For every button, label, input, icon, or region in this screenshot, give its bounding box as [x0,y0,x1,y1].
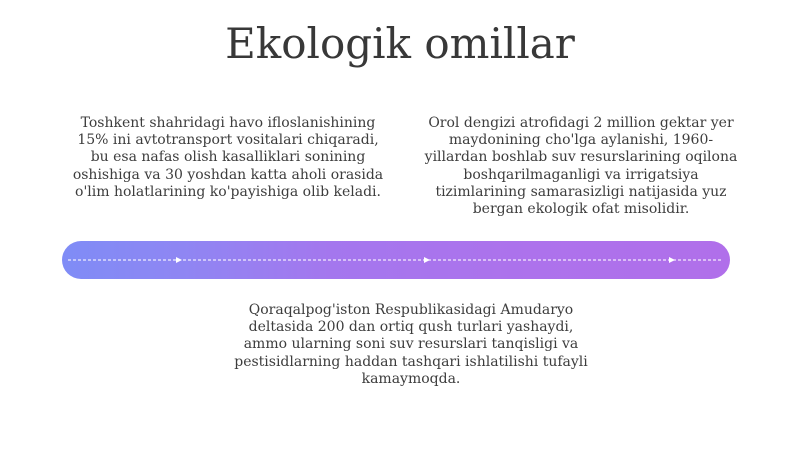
slide-title: Ekologik omillar [225,19,575,68]
timeline-arrow-2-icon [424,257,430,263]
timeline-arrows [62,241,730,279]
timeline-arrow-3-icon [669,257,675,263]
timeline-bar [62,241,730,279]
timeline-arrow-1-icon [176,257,182,263]
right-text-block: Orol dengizi atrofidagi 2 million gektar yer maydonining cho'lga aylanishi, 1960-yillardan boshlab suv resurslarining oqilona boshqarilmaganligi va irrigatsiya tizimlarining samarasizligi natijasida yuz bergan ekologik ofat misolidir. [424,115,738,218]
left-text-block: Toshkent shahridagi havo ifloslanishining 15% ini avtotransport vositalari chiqaradi, bu esa nafas olish kasalliklari sonining oshishiga va 30 yoshdan katta aholi orasida o'lim holatlarining ko'payishiga olib keladi. [72,115,384,200]
bottom-text-block: Qoraqalpog'iston Respublikasidagi Amudaryo deltasida 200 dan ortiq qush turlari yashaydi, ammo ularning soni suv resurslari tanqisligi va pestisidlarning haddan tashqari ishlatilishi tufayli kamaymoqda. [234,302,588,387]
